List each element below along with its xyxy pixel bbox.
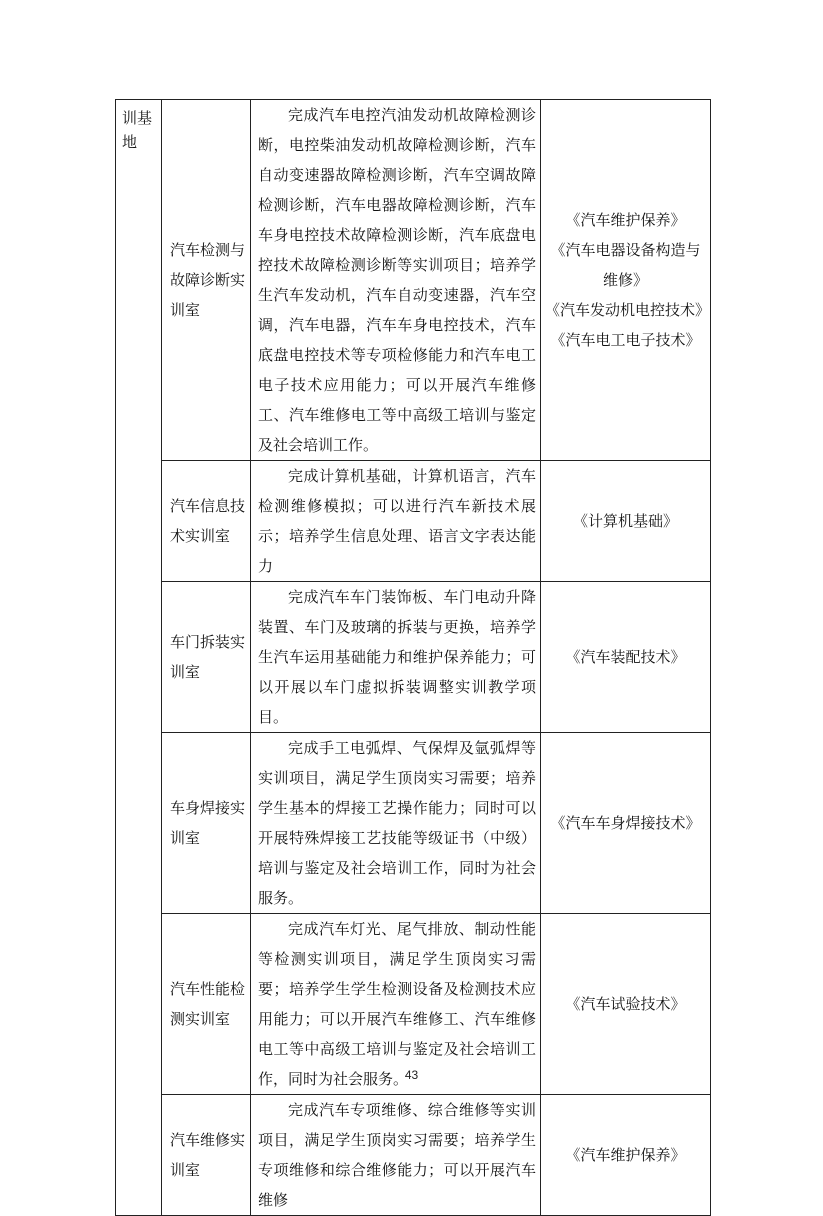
room-name-cell: 车门拆装实训室 <box>162 582 251 733</box>
description-text: 完成汽车灯光、尾气排放、制动性能等检测实训项目，满足学生顶岗实习需要；培养学生学生检测设备及检测技术应用能力；可以开展汽车维修工、汽车维修电工等中高级工培训与鉴定及社会培训工作，同时为社会服务。 <box>258 920 536 1088</box>
description-text: 完成计算机基础，计算机语言，汽车检测维修模拟；可以进行汽车新技术展示；培养学生信息处理、语言文字表达能力 <box>258 467 536 575</box>
description-cell <box>251 733 541 914</box>
description-text: 完成手工电弧焊、气保焊及氩弧焊等实训项目，满足学生顶岗实习需要；培养学生基本的焊接工艺操作能力；同时可以开展特殊焊接工艺技能等级证书（中级）培训与鉴定及社会培训工作，同时为社会服务。 <box>258 739 536 907</box>
textbook-title: 《汽车维护保养》 <box>565 1146 686 1164</box>
textbook-cell <box>541 582 711 733</box>
training-room-table <box>115 99 711 1216</box>
room-name-cell: 汽车检测与故障诊断实训室 <box>162 100 251 461</box>
table-row <box>116 100 711 461</box>
description-cell <box>251 461 541 582</box>
description-cell <box>251 100 541 461</box>
description-text: 完成汽车专项维修、综合维修等实训项目，满足学生顶岗实习需要；培养学生专项维修和综合维修能力；可以开展汽车维修 <box>258 1101 536 1209</box>
textbook-cell <box>541 100 711 461</box>
room-name-cell: 汽车维修实训室 <box>162 1095 251 1216</box>
description-text: 完成汽车电控汽油发动机故障检测诊断，电控柴油发动机故障检测诊断，汽车自动变速器故障检测诊断，汽车空调故障检测诊断，汽车电器故障检测诊断，汽车车身电控技术故障检测诊断，汽车底盘电控技术故障检测诊断等实训项目；培养学生汽车发动机，汽车自动变速器，汽车空调，汽车电器，汽车车身电控技术，汽车底盘电控技术等专项检修能力和汽车电工电子技术应用能力；可以开展汽车维修工、汽车维修电工等中高级工培训与鉴定及社会培训工作。 <box>258 106 536 454</box>
table-row <box>116 582 711 733</box>
table-row <box>116 733 711 914</box>
table-row <box>116 461 711 582</box>
textbook-title: 《汽车电工电子技术》 <box>550 331 701 349</box>
textbook-title: 《汽车电器设备构造与 <box>550 241 701 259</box>
textbook-cell <box>541 733 711 914</box>
room-name-cell: 车身焊接实训室 <box>162 733 251 914</box>
textbook-title: 《汽车装配技术》 <box>565 648 686 666</box>
table-row <box>116 1095 711 1216</box>
description-text: 完成汽车车门装饰板、车门电动升降装置、车门及玻璃的拆装与更换，培养学生汽车运用基础能力和维护保养能力；可以开展以车门虚拟拆装调整实训教学项目。 <box>258 588 536 726</box>
room-name-cell: 汽车信息技术实训室 <box>162 461 251 582</box>
textbook-title: 《汽车发动机电控技术》 <box>545 301 711 319</box>
page-number: 43 <box>404 1068 419 1082</box>
textbook-title: 《汽车车身焊接技术》 <box>550 814 701 832</box>
textbook-cell <box>541 1095 711 1216</box>
base-label-cell: 训基地 <box>116 100 162 1216</box>
textbook-cell <box>541 461 711 582</box>
description-cell <box>251 582 541 733</box>
description-cell <box>251 1095 541 1216</box>
textbook-title: 《汽车维护保养》 <box>565 211 686 229</box>
textbook-title: 维修》 <box>602 271 648 289</box>
textbook-title: 《计算机基础》 <box>572 512 678 530</box>
textbook-title: 《汽车试验技术》 <box>565 995 686 1013</box>
room-name-cell: 汽车性能检测实训室 <box>162 914 251 1095</box>
